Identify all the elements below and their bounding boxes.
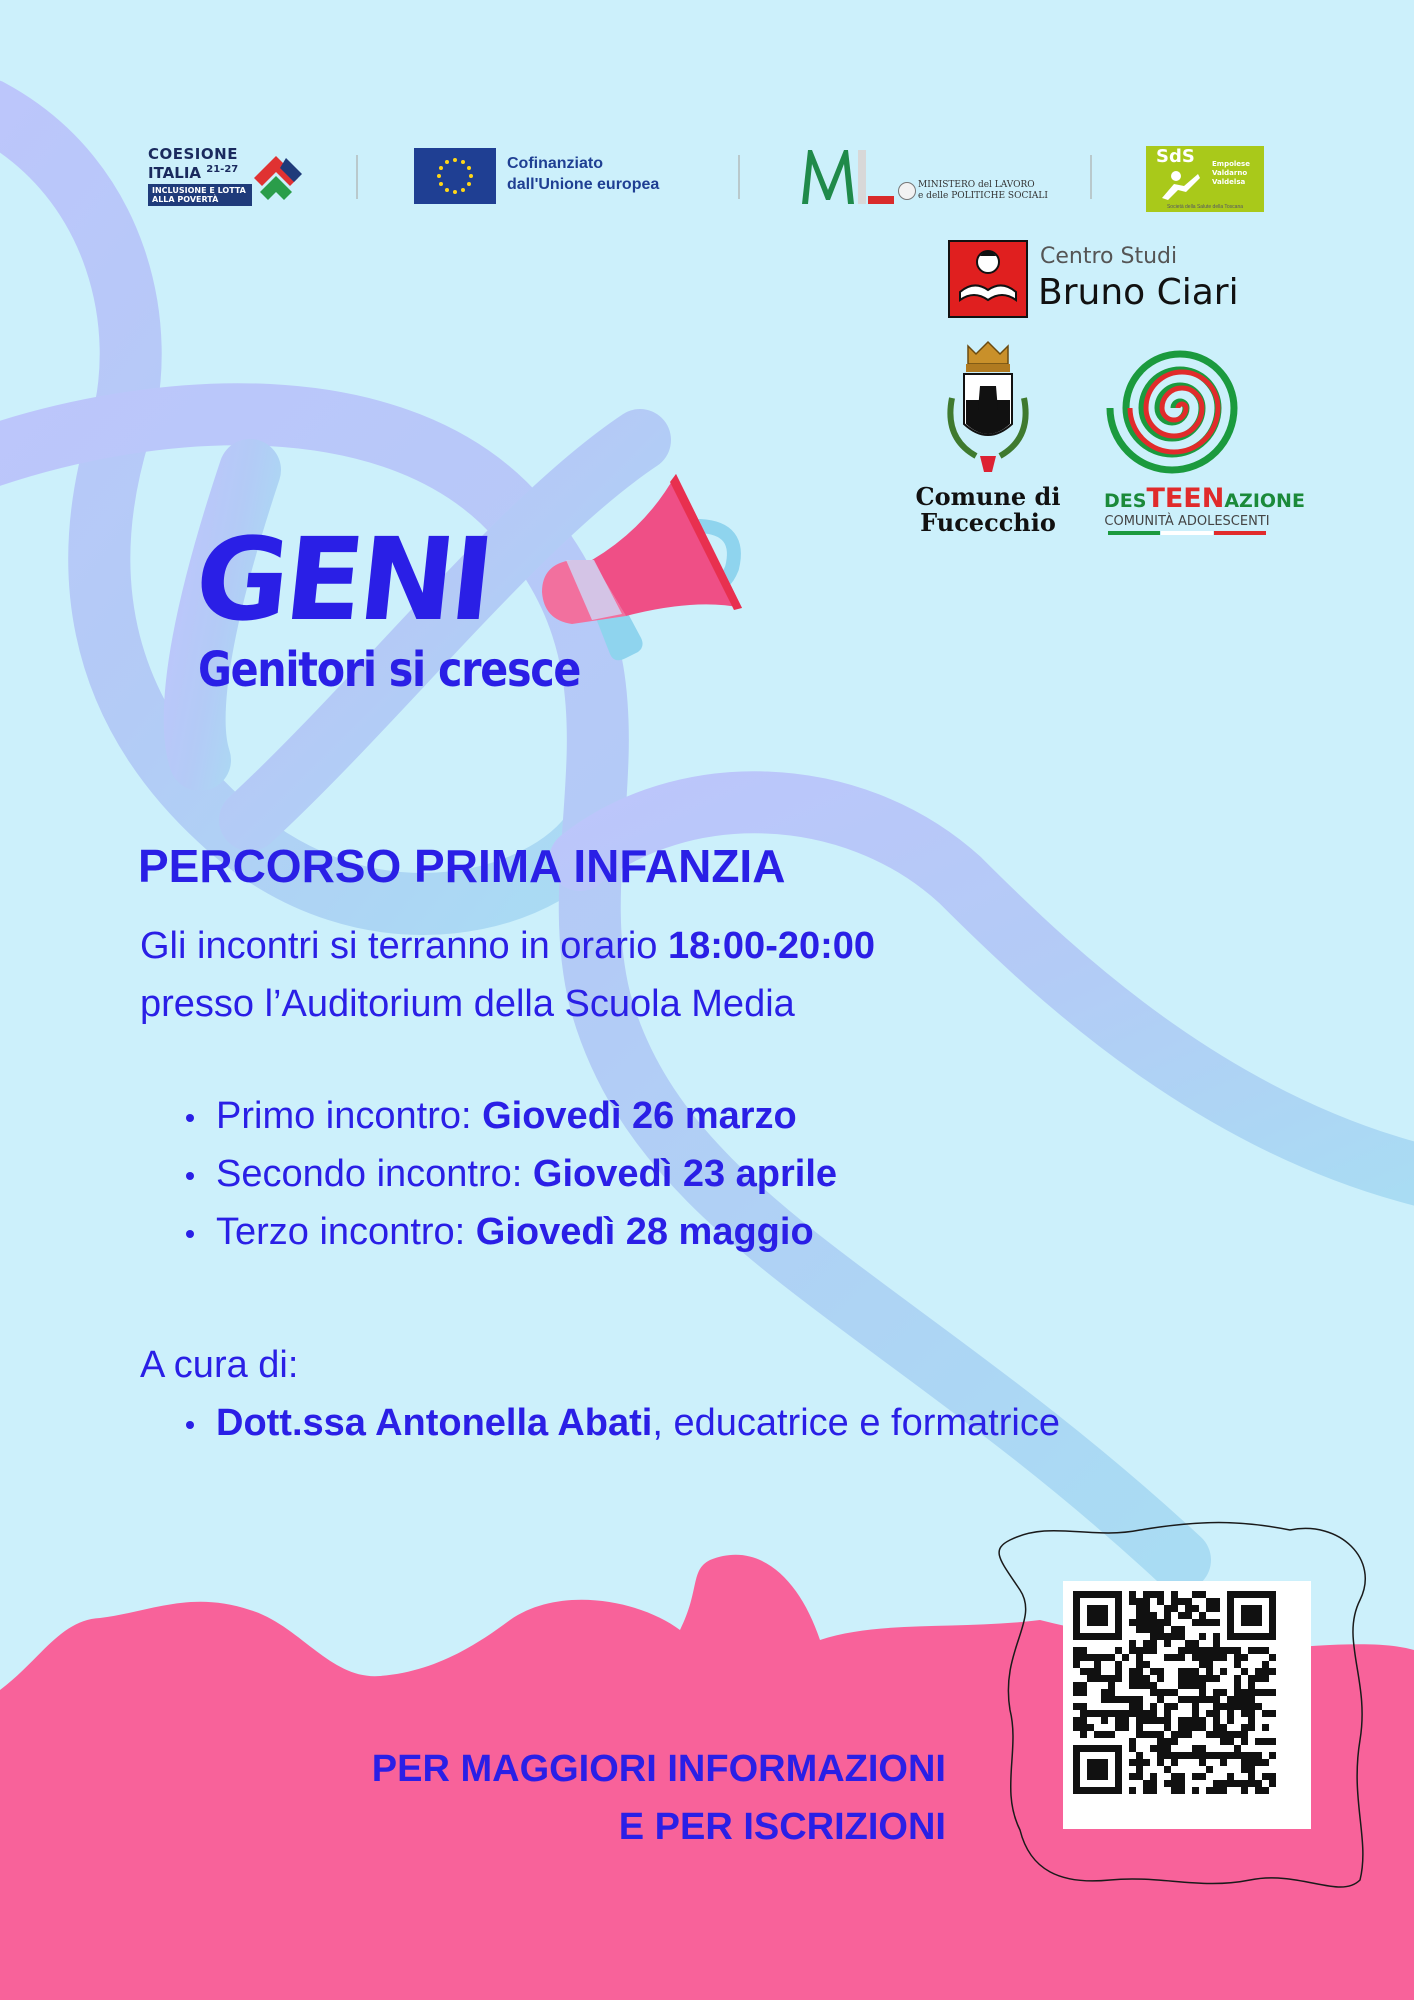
ciari-logo-mark [948,240,1028,318]
desteen-spiral-icon [1106,342,1254,476]
fucecchio-coat-of-arms-icon [936,338,1040,480]
program-intro [140,917,875,1033]
qr-code-icon[interactable] [1063,1581,1311,1829]
sds-area-text: Empolese Valdarno Valdelsa [1212,160,1250,186]
logo-separator [738,155,740,199]
eu-flag-icon [414,148,496,204]
comune-name: Comune di Fucecchio [915,482,1061,537]
coesione-italia-logo [148,146,308,210]
coesione-line2: ITALIA $^{21-27}$ [148,164,239,182]
info-call-to-action: PER MAGGIORI INFORMAZIONI E PER ISCRIZIONI [371,1748,946,1848]
ministero-m-logo [798,146,898,208]
desteen-subtitle: COMUNITÀ ADOLESCENTI [1104,514,1270,529]
ciari-line1: Centro Studi [1040,244,1178,269]
coesione-tagline: INCLUSIONE E LOTTA ALLA POVERTÀ [148,184,252,206]
venue-line: presso l’Auditorium della Scuola Media [140,983,795,1025]
hero-subtitle: Genitori si cresce [198,642,581,698]
ciari-line2: Bruno Ciari [1038,272,1239,313]
list-item: Terzo incontro: Giovedì 28 maggio [180,1203,837,1261]
coesione-line1: COESIONE [148,145,238,163]
list-item: Primo incontro: Giovedì 26 marzo [180,1087,837,1145]
megaphone-icon [536,468,746,668]
ministero-text: MINISTERO del LAVORO e delle POLITICHE SOCIALI [918,180,1048,201]
qr-code[interactable] [1063,1581,1311,1829]
coesione-arrow-icon [250,148,306,202]
logo-separator [1090,155,1092,199]
sds-figure-icon [1154,168,1206,200]
sds-footer: Società della Salute della Toscana [1166,204,1244,210]
curated-heading: A cura di: [140,1344,299,1386]
meetings-list [180,1087,837,1261]
tricolor-bar [1108,531,1266,535]
desteen-wordmark: DESTEENAZIONE [1104,483,1305,514]
sds-logo: SdS Empolese Valdarno Valdelsa Società della Salute della Toscana [1146,146,1264,212]
curators-list [180,1394,1060,1452]
reading-child-icon [950,242,1026,316]
logo-separator [356,155,358,199]
meeting-time: 18:00-20:00 [668,925,876,967]
program-heading: PERCORSO PRIMA INFANZIA [138,840,786,892]
list-item: Dott.ssa Antonella Abati, educatrice e formatrice [180,1394,1060,1452]
italian-emblem-icon [898,182,916,200]
hero-title: GENI [189,513,497,646]
intro-line: Gli incontri si terranno in orario 18:00-20:00 [140,925,876,967]
eu-logo-text: Cofinanziato dall'Unione europea [507,155,660,193]
list-item: Secondo incontro: Giovedì 23 aprile [180,1145,837,1203]
